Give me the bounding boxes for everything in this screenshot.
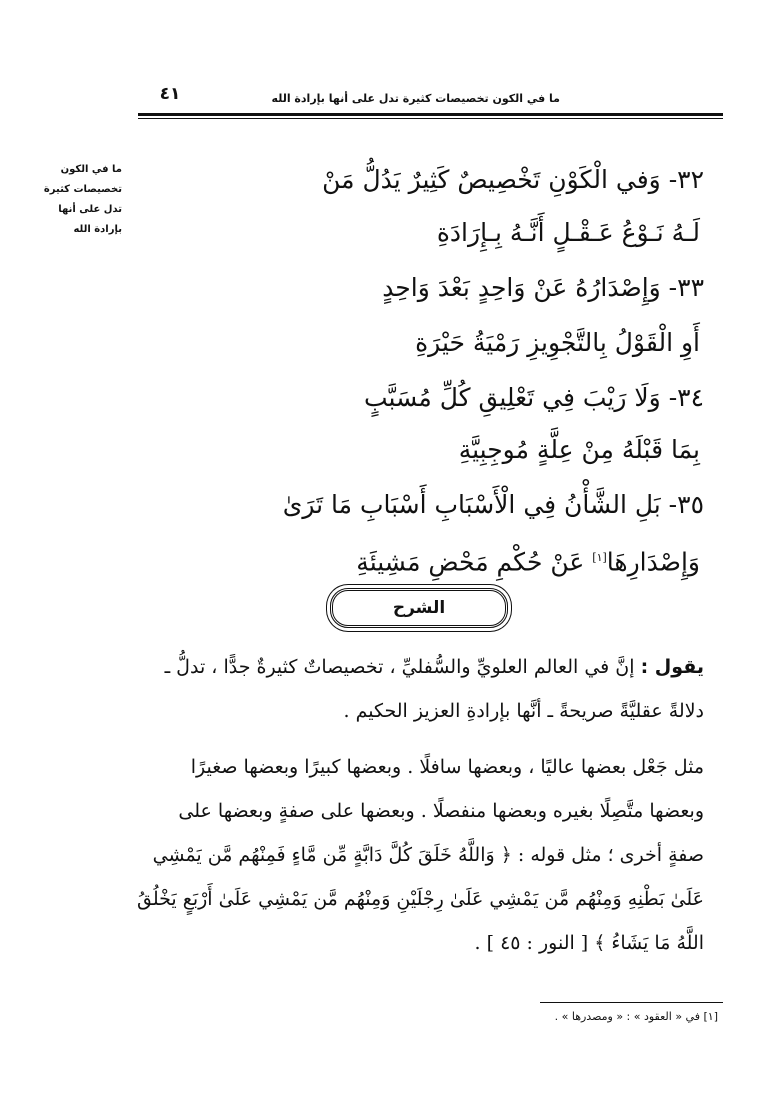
- margin-note-line: بإرادة الله: [73, 224, 122, 235]
- running-header-title: ما في الكون تخصيصات كثيرة تدل على أنها بإرادة الله: [271, 92, 560, 105]
- verse-33-first-hemistich: ٣٣- وَإِصْدَارُهُ عَنْ وَاحِدٍ بَعْدَ وَاحِدٍ: [382, 273, 704, 302]
- margin-note-line: تخصيصات كثيرة: [43, 184, 122, 195]
- explanation-paragraph-2: [114, 745, 704, 965]
- footnote: [١] في « العقود » : « ومصدرها » .: [554, 1010, 718, 1023]
- paragraph-line: [114, 645, 704, 689]
- footnote-reference: [١]: [592, 551, 607, 564]
- paragraph-text: إنَّ في العالم العلويِّ والسُّفليِّ ، تخصيصاتٌ كثيرةٌ جدًّا ، تدلُّ ـ: [164, 656, 635, 678]
- footnote-rule: [540, 1002, 723, 1003]
- margin-note-line: تدل على أنها: [58, 204, 122, 215]
- verse-text: وَإِصْدَارِهَا: [606, 547, 700, 577]
- section-title: الشرح: [392, 598, 446, 618]
- paragraph-line: وبعضها متَّصِلًا بغيره وبعضها منفصلًا . وبعضها على صفةٍ وبعضها على: [178, 800, 704, 822]
- paragraph-line: دلالةً عقليَّةً صريحةً ـ أنَّها بإرادةِ العزيز الحكيم .: [343, 700, 704, 722]
- header-rule: [138, 113, 723, 116]
- explanation-paragraph-1: [114, 645, 704, 733]
- paragraph-lead: يقول :: [640, 656, 704, 678]
- paragraph-line: عَلَىٰ بَطْنِهِ وَمِنْهُم مَّن يَمْشِي عَلَىٰ رِجْلَيْنِ وَمِنْهُم مَّن يَمْشِي عَلَىٰ أَرْبَعٍ يَخْلُقُ: [137, 888, 704, 910]
- verse-35-first-hemistich: ٣٥- بَلِ الشَّأْنُ فِي الْأَسْبَابِ أَسْبَابِ مَا تَرَىٰ: [282, 490, 704, 519]
- margin-note: [22, 160, 122, 240]
- margin-note-line: ما في الكون: [60, 164, 122, 175]
- header-rule-thin: [138, 118, 723, 119]
- verse-32-second-hemistich: لَـهُ نَـوْعُ عَـقْـلٍ أَنَّـهُ بِـإِرَادَةِ: [436, 218, 700, 247]
- page-number: ٤١: [159, 84, 181, 104]
- verse-34-second-hemistich: بِمَا قَبْلَهُ مِنْ عِلَّةٍ مُوجِبِيَّةِ: [458, 435, 700, 464]
- verse-text: عَنْ حُكْمِ مَحْضِ مَشِيئَةِ: [356, 547, 585, 577]
- verse-34-first-hemistich: ٣٤- وَلَا رَيْبَ فِي تَعْلِيقِ كُلِّ مُسَبَّبٍ: [364, 383, 704, 412]
- verse-35-second-hemistich: [356, 538, 700, 582]
- paragraph-line: صفةٍ أخرى ؛ مثل قوله : ﴿ وَاللَّهُ خَلَقَ كُلَّ دَابَّةٍ مِّن مَّاءٍ فَمِنْهُم مَّن يَمْشِي: [152, 844, 704, 866]
- paragraph-line: اللَّهُ مَا يَشَاءُ ﴾ [ النور : ٤٥ ] .: [474, 932, 704, 954]
- paragraph-line: مثل جَعْل بعضها عاليًا ، وبعضها سافلًا . وبعضها كبيرًا وبعضها صغيرًا: [190, 756, 704, 778]
- verse-32-first-hemistich: ٣٢- وَفي الْكَوْنِ تَخْصِيصٌ كَثِيرٌ يَدُلُّ مَنْ: [322, 165, 704, 194]
- section-title-box: [330, 588, 508, 628]
- verse-33-second-hemistich: أَوِ الْقَوْلُ بِالتَّجْوِيزِ رَمْيَةُ حَيْرَةِ: [415, 328, 700, 357]
